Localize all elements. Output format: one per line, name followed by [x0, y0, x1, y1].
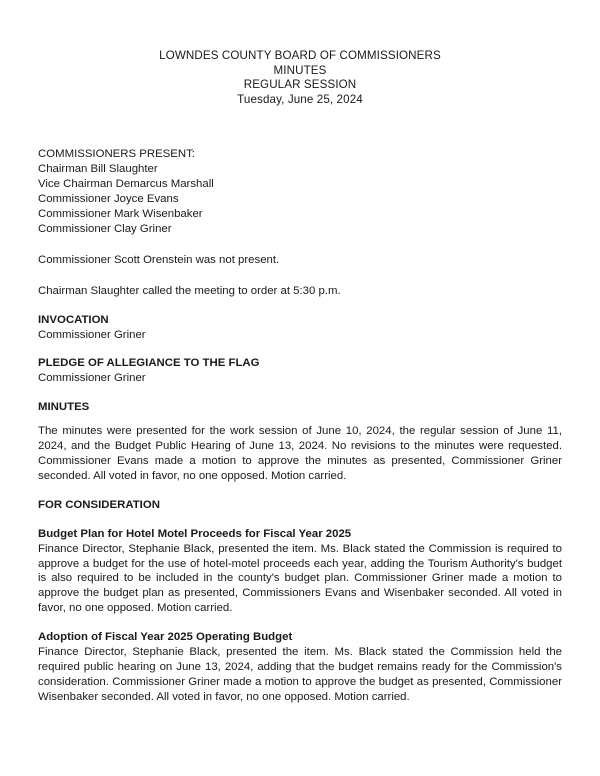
consideration-item-budget-plan — [38, 527, 562, 616]
header-line-date: Tuesday, June 25, 2024 — [237, 92, 363, 106]
absent-commissioner-note: Commissioner Scott Orenstein was not present. — [38, 253, 280, 266]
consideration-item-title: Adoption of Fiscal Year 2025 Operating Budget — [38, 631, 293, 644]
document-content — [38, 0, 562, 705]
for-consideration-heading: FOR CONSIDERATION — [38, 498, 160, 511]
pledge-text: Commissioner Griner — [38, 372, 146, 385]
call-to-order-note: Chairman Slaughter called the meeting to order at 5:30 p.m. — [38, 284, 341, 297]
consideration-item-title: Budget Plan for Hotel Motel Proceeds for Fiscal Year 2025 — [38, 527, 352, 540]
attendee-chairman: Chairman Bill Slaughter — [38, 163, 158, 176]
attendee-commissioner-griner: Commissioner Clay Griner — [38, 222, 172, 235]
document-header — [38, 49, 562, 107]
attendee-commissioner-evans: Commissioner Joyce Evans — [38, 193, 179, 206]
invocation-text: Commissioner Griner — [38, 328, 146, 341]
attendee-commissioner-wisenbaker: Commissioner Mark Wisenbaker — [38, 208, 203, 220]
consideration-item-operating-budget — [38, 630, 562, 705]
attendance-section — [38, 147, 562, 236]
minutes-heading: MINUTES — [38, 401, 90, 414]
invocation-heading: INVOCATION — [38, 313, 109, 326]
header-line-organization: LOWNDES COUNTY BOARD OF COMMISSIONERS — [159, 49, 441, 62]
header-line-document-type: MINUTES — [273, 63, 327, 77]
header-line-session-type: REGULAR SESSION — [243, 78, 357, 92]
pledge-heading: PLEDGE OF ALLEGIANCE TO THE FLAG — [38, 357, 260, 370]
consideration-item-body: Finance Director, Stephanie Black, presented the item. Ms. Black stated the Commission is required to approve a budget for the use of hotel-motel proceeds each year, adding the Tourism Authority's budget is also required to be included in the county's budget plan. Commissioner Griner made a motion to approve the budget plan as presented, Commissioners Evans and Wisenbaker seconded. All voted in favor, no one opposed. Motion carried. — [38, 542, 562, 615]
consideration-item-body: Finance Director, Stephanie Black, presented the item. Ms. Black stated the Commission held the required public hearing on June 13, 2024, adding that the budget remains ready for the Commission's consideration. Commissioner Griner made a motion to approve the budget as presented, Commissioner Wisenbaker seconded. All voted in favor, no one opposed. Motion carried. — [38, 646, 562, 703]
attendance-label: COMMISSIONERS PRESENT: — [38, 148, 195, 161]
attendee-vice-chairman: Vice Chairman Demarcus Marshall — [38, 178, 214, 191]
minutes-paragraph: The minutes were presented for the work session of June 10, 2024, the regular session of June 11, 2024, and the Budget Public Hearing of June 13, 2024. No revisions to the minutes were requested. Commissioner Evans made a motion to approve the minutes as presented, Commissioner Griner seconded. All voted in favor, no one opposed. Motion carried. — [38, 425, 562, 482]
